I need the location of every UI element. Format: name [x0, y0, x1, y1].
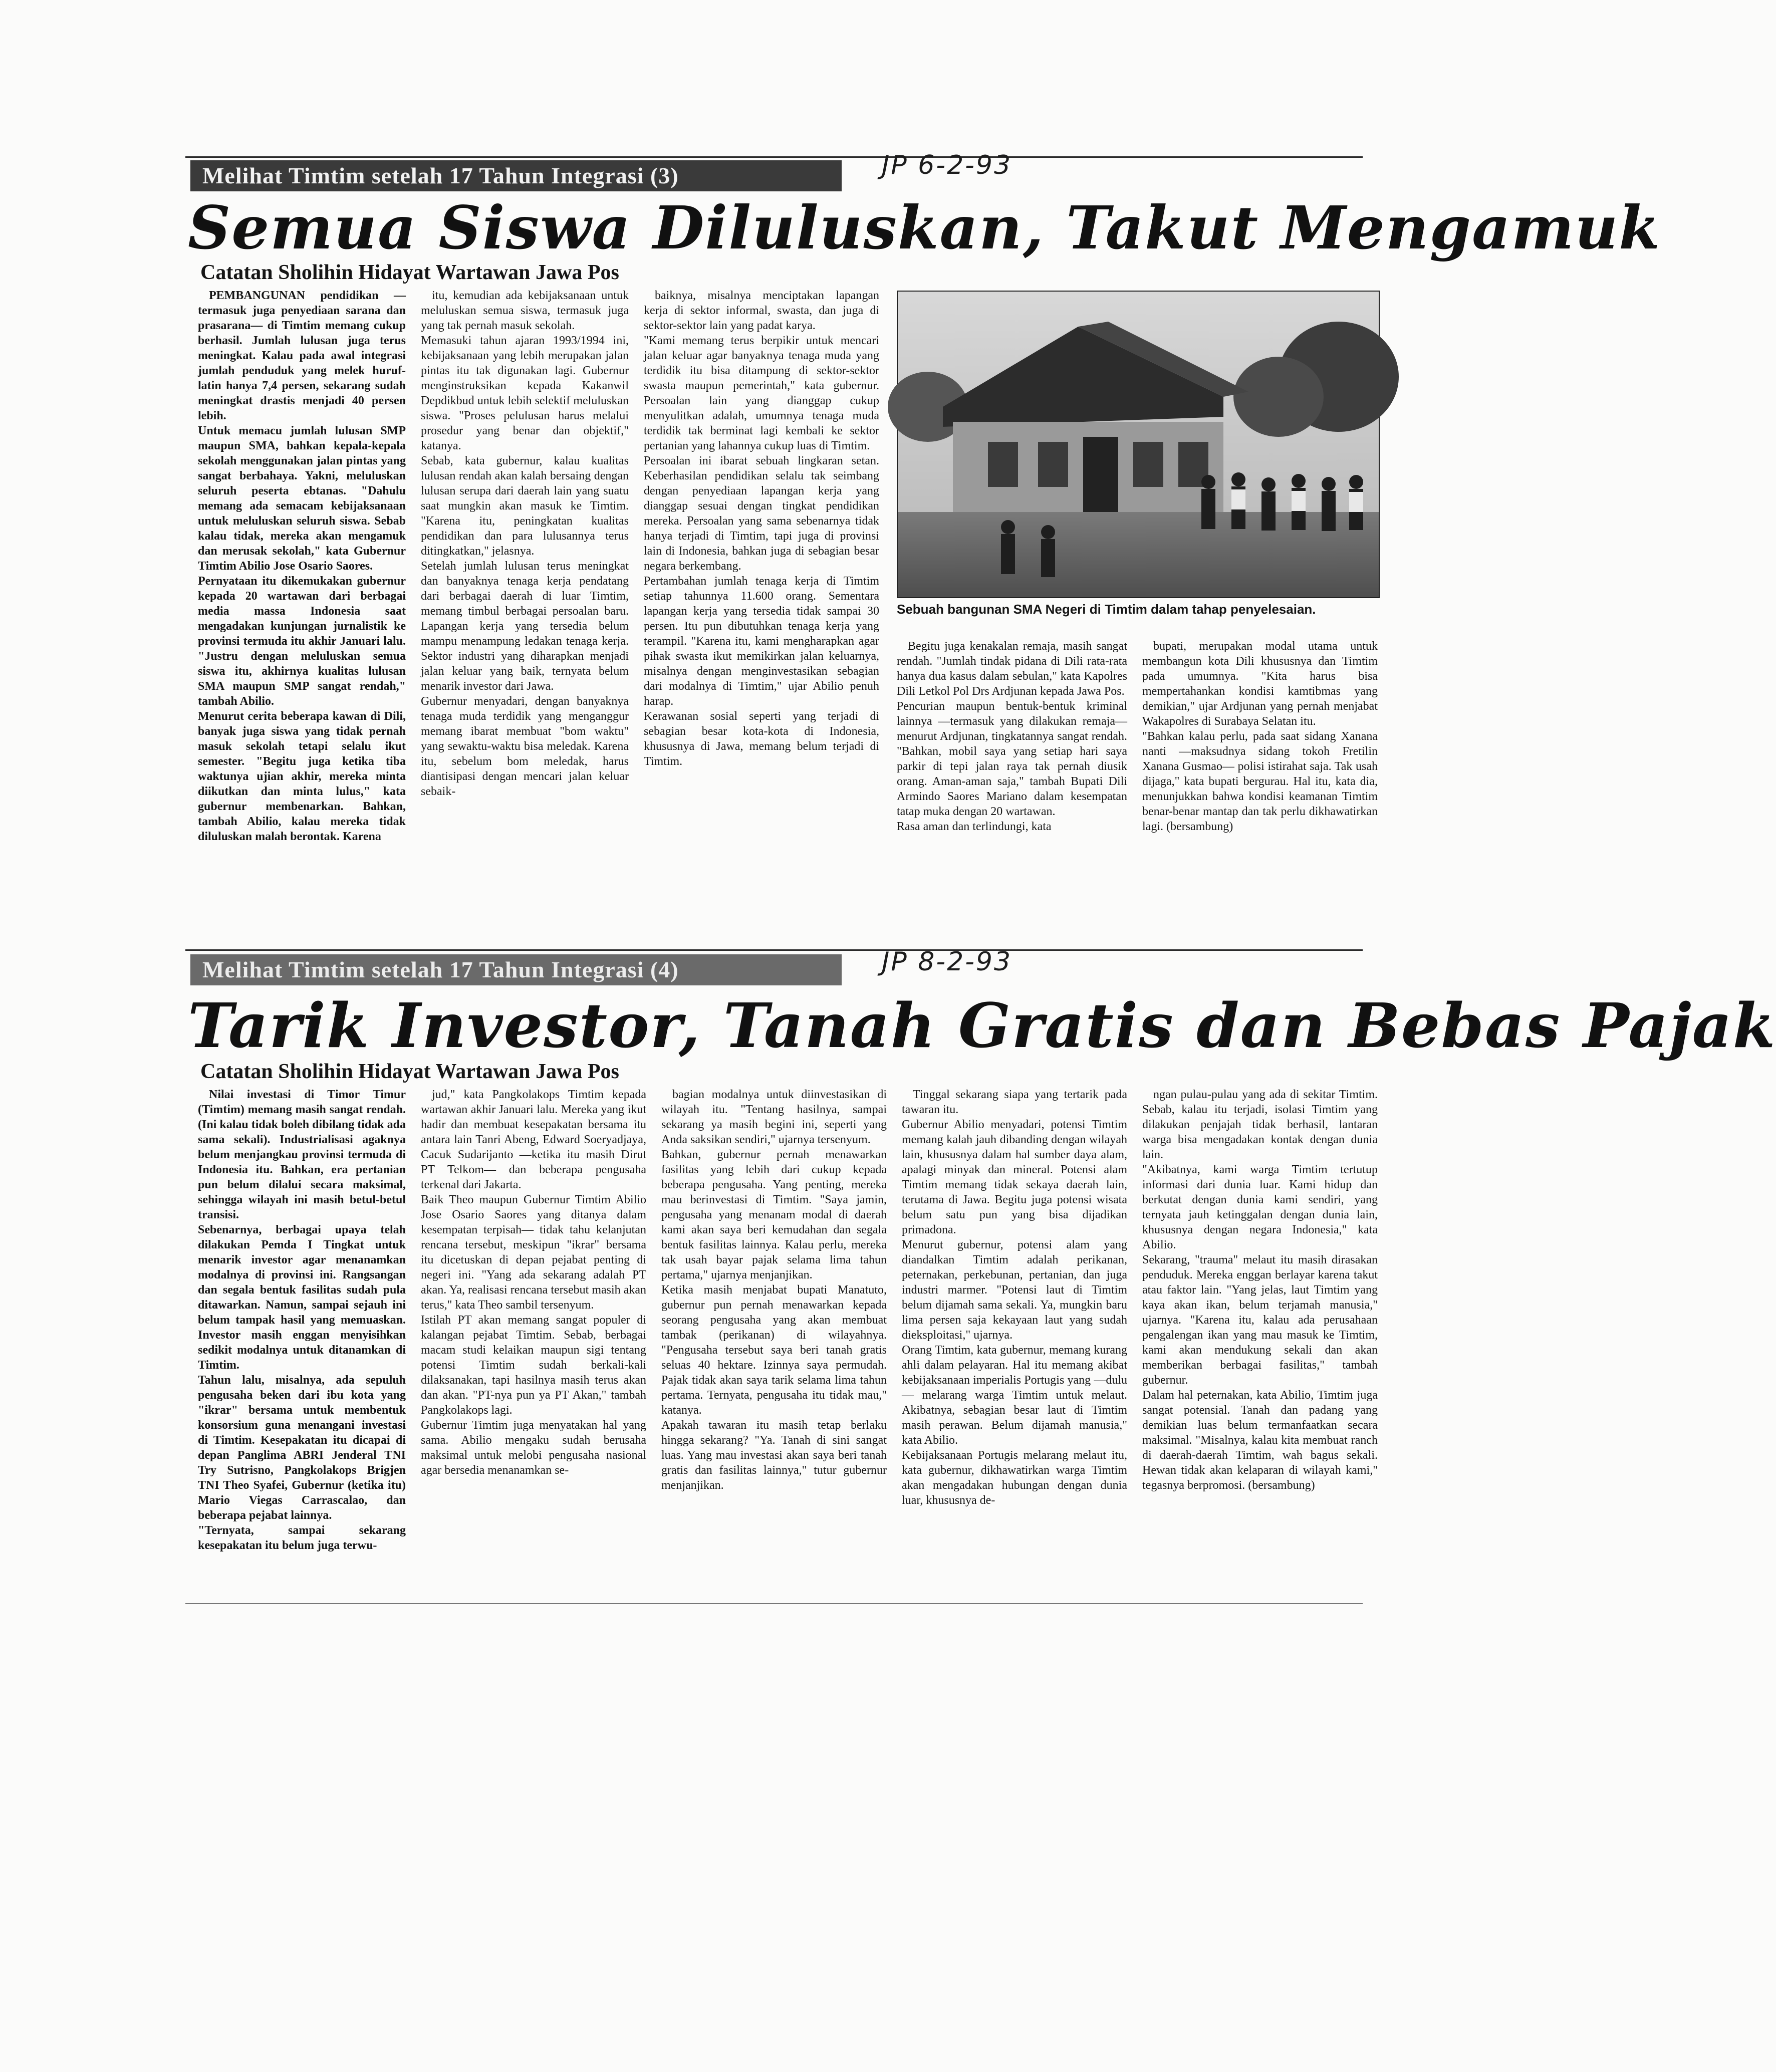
article-1-column-2 — [421, 288, 629, 942]
article-1-column-5 — [1142, 639, 1378, 942]
article-1-column-2-text: itu, kemudian ada kebijaksanaan untuk meluluskan semua siswa, termasuk juga yang tak pernah masuk sekolah. Memasuki tahun ajaran 1993/1994 ini, kebijaksanaan yang lebih merupakan jalan pintas itu tak digunakan lagi. Gubernur menginstruksikan kepada Kakanwil Depdikbud untuk lebih selektif meluluskan siswa. "Proses pelulusan harus melalui prosedur yang benar dan objektif," katanya. Sebab, kata gubernur, kalau kualitas lulusan rendah akan kalah bersaing dengan lulusan serupa dari daerah lain yang suatu saat mungkin akan masuk ke Timtim. "Karena itu, peningkatan kualitas pendidikan dan para lulusannya terus ditingkatkan," jelasnya. Setelah jumlah lulusan terus meningkat dan banyaknya tenaga kerja pendatang dari berbagai daerah di luar Timtim, memang timbul berbagai persoalan baru. Lapangan kerja yang tersedia belum mampu menampung ledakan tenaga kerja. Sektor industri yang diharapkan menjadi jalan keluar yang baik, ternyata belum menarik investor dari Jawa. Gubernur menyadari, dengan banyaknya tenaga muda terdidik yang menganggur memang ibarat membuat "bom waktu" yang sewaktu-waktu bisa meledak. Karena itu, sebelum bom meledak, harus diantisipasi dengan mencari jalan keluar sebaik- — [421, 289, 629, 798]
article-2-byline: Catatan Sholihin Hidayat Wartawan Jawa Pos — [200, 1060, 619, 1083]
article-2-headline: Tarik Investor, Tanah Gratis dan Bebas Pajak — [188, 989, 1776, 1062]
photo-caption: Sebuah bangunan SMA Negeri di Timtim dalam tahap penyelesaian. — [897, 602, 1316, 617]
article-1-byline: Catatan Sholihin Hidayat Wartawan Jawa Pos — [200, 261, 619, 284]
article-2-column-3 — [661, 1087, 887, 1601]
top-rule — [185, 156, 1363, 158]
article-2-column-5-text: ngan pulau-pulau yang ada di sekitar Timtim. Sebab, kalau itu terjadi, isolasi Timtim yang dilakukan penjajah tidak berhasil, lantaran warga bisa mengadakan kontak dengan dunia lain. "Akibatnya, kami warga Timtim tertutup informasi dari dunia luar. Kami hidup dan berkutat dengan dunia kami sendiri, yang ternyata jauh ketinggalan dengan dunia lain, khususnya dengan negara Indonesia," kata Abilio. Sekarang, "trauma" melaut itu masih dirasakan penduduk. Mereka enggan berlayar karena takut atau faktor lain. "Yang jelas, laut Timtim yang kaya akan ikan, belum terjamah manusia," ujarnya. "Karena itu, kalau ada perusahaan pengalengan ikan yang mau masuk ke Timtim, kami akan mendukung sekali dan akan memberikan berbagai fasilitas," tambah gubernur. Dalam hal peternakan, kata Abilio, Timtim juga sangat potensial. Tanah dan padang yang demikian luas belum termanfaatkan secara maksimal. "Misalnya, kalau kita membuat ranch di daerah-daerah Timtim, wah bagus sekali. Hewan tidak akan kelaparan di wilayah kami," tegasnya berpromosi. (bersambung) — [1142, 1088, 1378, 1492]
bottom-rule — [185, 1603, 1363, 1604]
article-1-column-3-text: baiknya, misalnya menciptakan lapangan kerja di sektor informal, swasta, dan juga di sektor-sektor lain yang padat karya. "Kami memang terus berpikir untuk mencari jalan keluar agar banyaknya tenaga muda yang terdidik itu bisa ditampung di sektor-sektor swasta maupun pemerintah," kata gubernur. Persoalan lain yang dianggap cukup menyulitkan adalah, umumnya tenaga muda terdidik tak berminat lagi kembali ke sektor pertanian yang lahannya cukup luas di Timtim. Persoalan ini ibarat sebuah lingkaran setan. Keberhasilan pendidikan selalu tak seimbang dengan penyediaan lapangan kerja yang dianggap sesuai dengan tingkat pendidikan mereka. Persoalan yang sama sebenarnya tidak hanya terjadi di Timtim, tapi juga di provinsi lain di Indonesia, bahkan juga di sebagian besar negara berkembang. Pertambahan jumlah tenaga kerja di Timtim setiap tahunnya 11.600 orang. Sementara lapangan kerja yang tersedia tidak sampai 30 persen. Itu pun dibutuhkan tenaga kerja yang terampil. "Karena itu, kami mengharapkan agar pihak swasta ikut memikirkan jalan keluarnya, misalnya dengan menginvestasikan sebagian dari modalnya di Timtim," ujar Abilio penuh harap. Kerawanan sosial seperti yang terjadi di sebagian besar kota-kota di Indonesia, khususnya di Jawa, memang belum terjadi di Timtim. — [644, 289, 879, 768]
article-2-column-3-text: bagian modalnya untuk diinvestasikan di wilayah itu. "Tentang hasilnya, sampai sekarang ya masih begini ini, seperti yang Anda saksikan sendiri," ujarnya tersenyum. Bahkan, gubernur pernah menawarkan fasilitas yang lebih dari cukup kepada beberapa pengusaha. Yang penting, mereka mau berinvestasi di Timtim. "Saya jamin, pengusaha yang menanam modal di daerah kami akan saya beri kemudahan dan segala bentuk fasilitas lainnya. Kalau perlu, mereka tak usah bayar pajak selama lima tahun pertama," ujarnya menjanjikan. Ketika masih menjabat bupati Manatuto, gubernur pun pernah menawarkan kepada seorang pengusaha yang akan membuat tambak (perikanan) di wilayahnya. "Pengusaha tersebut saya beri tanah gratis seluas 40 hektare. Izinnya saya permudah. Pajak tidak akan saya tarik selama lima tahun pertama. Ternyata, pengusaha itu tidak mau," katanya. Apakah tawaran itu masih tetap berlaku hingga sekarang? "Ya. Tanah di sini sangat luas. Yang mau investasi akan saya beri tanah gratis dan fasilitas lainnya," tutur gubernur menjanjikan. — [661, 1088, 887, 1492]
article-1-column-1 — [198, 288, 406, 942]
article-1-handwritten-date: JP 6-2-93 — [882, 150, 1012, 180]
article-1-column-1-text: PEMBANGUNAN pendidikan —termasuk juga penyediaan sarana dan prasarana— di Timtim memang cukup berhasil. Jumlah lulusan juga terus meningkat. Kalau pada awal integrasi jumlah penduduk yang melek huruf-latin hanya 7,4 persen, sekarang sudah meningkat drastis menjadi 40 persen lebih. Untuk memacu jumlah lulusan SMP maupun SMA, bahkan kepala-kepala sekolah menggunakan jalan pintas yang sangat berbahaya. Yakni, meluluskan seluruh peserta ebtanas. "Dahulu memang ada semacam kebijaksanaan untuk meluluskan seluruh siswa. Sebab kalau tidak, mereka akan mengamuk dan merusak sekolah," kata Gubernur Timtim Abilio Jose Osario Saores. Pernyataan itu dikemukakan gubernur kepada 20 wartawan dari berbagai media massa Indonesia saat mengadakan kunjungan jurnalistik ke provinsi termuda itu akhir Januari lalu. "Justru dengan meluluskan semua siswa itu, akhirnya kualitas lulusan SMA maupun SMP sangat rendah," tambah Abilio. Menurut cerita beberapa kawan di Dili, banyak juga siswa yang tidak pernah masuk sekolah tetapi selalu ikut semester. "Begitu juga ketika tiba waktunya ujian akhir, mereka minta diikutkan dan minta lulus," kata gubernur membenarkan. Bahkan, tambah Abilio, kalau mereka tidak diluluskan malah berontak. Karena — [198, 289, 406, 843]
article-2-column-2-text: jud," kata Pangkolakops Timtim kepada wartawan akhir Januari lalu. Mereka yang ikut hadir dan membuat kesepakatan bersama itu antara lain Tanri Abeng, Edward Soeryadjaya, Cacuk Sudarijanto —ketika itu masih Dirut PT Telkom— dan beberapa pengusaha terkenal dari Jakarta. Baik Theo maupun Gubernur Timtim Abilio Jose Osario Saores yang ditanya dalam kesempatan terpisah— tidak tahu kelanjutan rencana tersebut, meskipun "ikrar" bersama itu dicetuskan di depan pejabat penting di negeri ini. "Yang ada sekarang adalah PT akan. Ya, realisasi rencana tersebut masih akan terus," kata Theo sambil tersenyum. Istilah PT akan memang sangat populer di kalangan pejabat Timtim. Sebab, berbagai macam studi kelaikan maupun sigi tentang potensi Timtim sudah berkali-kali dilaksanakan, tapi hasilnya masih terus akan dan akan. "PT-nya pun ya PT Akan," tambah Pangkolakops lagi. Gubernur Timtim juga menyatakan hal yang sama. Abilio mengaku sudah berusaha maksimal untuk melobi pengusaha nasional agar bersedia menanamkan se- — [421, 1088, 646, 1477]
article-2-column-2 — [421, 1087, 646, 1601]
article-2-column-4 — [902, 1087, 1127, 1601]
article-1-column-5-text: bupati, merupakan modal utama untuk membangun kota Dili khususnya dan Timtim pada umumnya. "Kita harus bisa mempertahankan kondisi kamtibmas yang demikian," ujar Ardjunan yang pernah menjabat Wakapolres di Surabaya Selatan itu. "Bahkan kalau perlu, pada saat sidang Xanana nanti —maksudnya sidang tokoh Fretilin Xanana Gusmao— polisi istirahat saja. Tak usah dijaga," kata bupati bergurau. Hal itu, kata dia, menunjukkan bahwa kondisi keamanan Timtim benar-benar mantap dan tak perlu dikhawatirkan lagi. (bersambung) — [1142, 640, 1378, 833]
article-2-column-4-text: Tinggal sekarang siapa yang tertarik pada tawaran itu. Gubernur Abilio menyadari, potensi Timtim memang kalah jauh dibanding dengan wilayah lain, khususnya dalam hal sumber daya alam, apalagi minyak dan mineral. Potensi alam Timtim memang tidak sekaya daerah lain, terutama di Jawa. Begitu juga potensi wisata belum satu pun yang bisa dijadikan primadona. Menurut gubernur, potensi alam yang diandalkan Timtim adalah perikanan, peternakan, perkebunan, pertanian, dan juga industri marmer. "Potensi laut di Timtim belum dijamah sama sekali. Ya, mungkin baru lima persen saja kekayaan laut yang sudah dieksploitasi," ujarnya. Orang Timtim, kata gubernur, memang kurang ahli dalam pelayaran. Hal itu memang akibat kebijaksanaan imperialis Portugis yang —dulu— melarang warga Timtim untuk melaut. Akibatnya, sebagian besar laut di Timtim masih perawan. Belum dijamah manusia," kata Abilio. Kebijaksanaan Portugis melarang melaut itu, kata gubernur, dikhawatirkan warga Timtim akan mengadakan hubungan dengan dunia luar, khususnya de- — [902, 1088, 1127, 1507]
article-2-column-1 — [198, 1087, 406, 1601]
divider-rule — [185, 949, 1363, 951]
article-2-handwritten-date: JP 8-2-93 — [882, 947, 1012, 977]
article-2-column-1-text: Nilai investasi di Timor Timur (Timtim) memang masih sangat rendah. (Ini kalau tidak boleh dibilang tidak ada sama sekali). Industrialisasi agaknya belum menjangkau provinsi termuda di Indonesia itu. Bahkan, era pertanian pun belum dilalui secara maksimal, sehingga wilayah ini masih betul-betul transisi. Sebenarnya, berbagai upaya telah dilakukan Pemda I Tingkat untuk menarik investor agar menanamkan modalnya di provinsi ini. Rangsangan dan segala bentuk fasilitas sudah pula ditawarkan. Namun, sampai sejauh ini belum tampak hasil yang memuaskan. Investor masih enggan menyisihkan sedikit modalnya untuk ditanamkan di Timtim. Tahun lalu, misalnya, ada sepuluh pengusaha beken dari ibu kota yang "ikrar" bersama untuk membentuk konsorsium guna menangani investasi di Timtim. Kesepakatan itu dicapai di depan Panglima ABRI Jenderal TNI Try Sutrisno, Pangkolakops Brigjen TNI Theo Syafei, Gubernur (ketika itu) Mario Viegas Carrascalao, dan beberapa pejabat lainnya. "Ternyata, sampai sekarang kesepakatan itu belum juga terwu- — [198, 1088, 406, 1552]
article-1-column-4-text: Begitu juga kenakalan remaja, masih sangat rendah. "Jumlah tindak pidana di Dili rata-rata hanya dua kasus dalam sebulan," kata Kapolres Dili Letkol Pol Drs Ardjunan kepada Jawa Pos. Pencurian maupun bentuk-bentuk kriminal lainnya —termasuk yang dilakukan remaja— menurut Ardjunan, tingkatannya sangat rendah. "Bahkan, mobil saya yang setiap hari saya parkir di tepi jalan raya tak pernah diusik orang. Aman-aman saja," tambah Bupati Dili Armindo Saores Mariano dalam kesempatan tatap muka dengan 20 wartawan. Rasa aman dan terlindungi, kata — [897, 640, 1127, 833]
school-building-photo — [897, 291, 1380, 598]
article-1-column-4 — [897, 639, 1127, 942]
article-1-kicker: Melihat Timtim setelah 17 Tahun Integrasi (3) — [190, 160, 842, 191]
article-1-column-3 — [644, 288, 879, 942]
article-2-kicker: Melihat Timtim setelah 17 Tahun Integrasi (4) — [190, 954, 842, 985]
article-1-headline: Semua Siswa Diluluskan, Takut Mengamuk — [188, 193, 1661, 263]
school-building-photo-image — [898, 292, 1379, 597]
article-2-column-5 — [1142, 1087, 1378, 1601]
